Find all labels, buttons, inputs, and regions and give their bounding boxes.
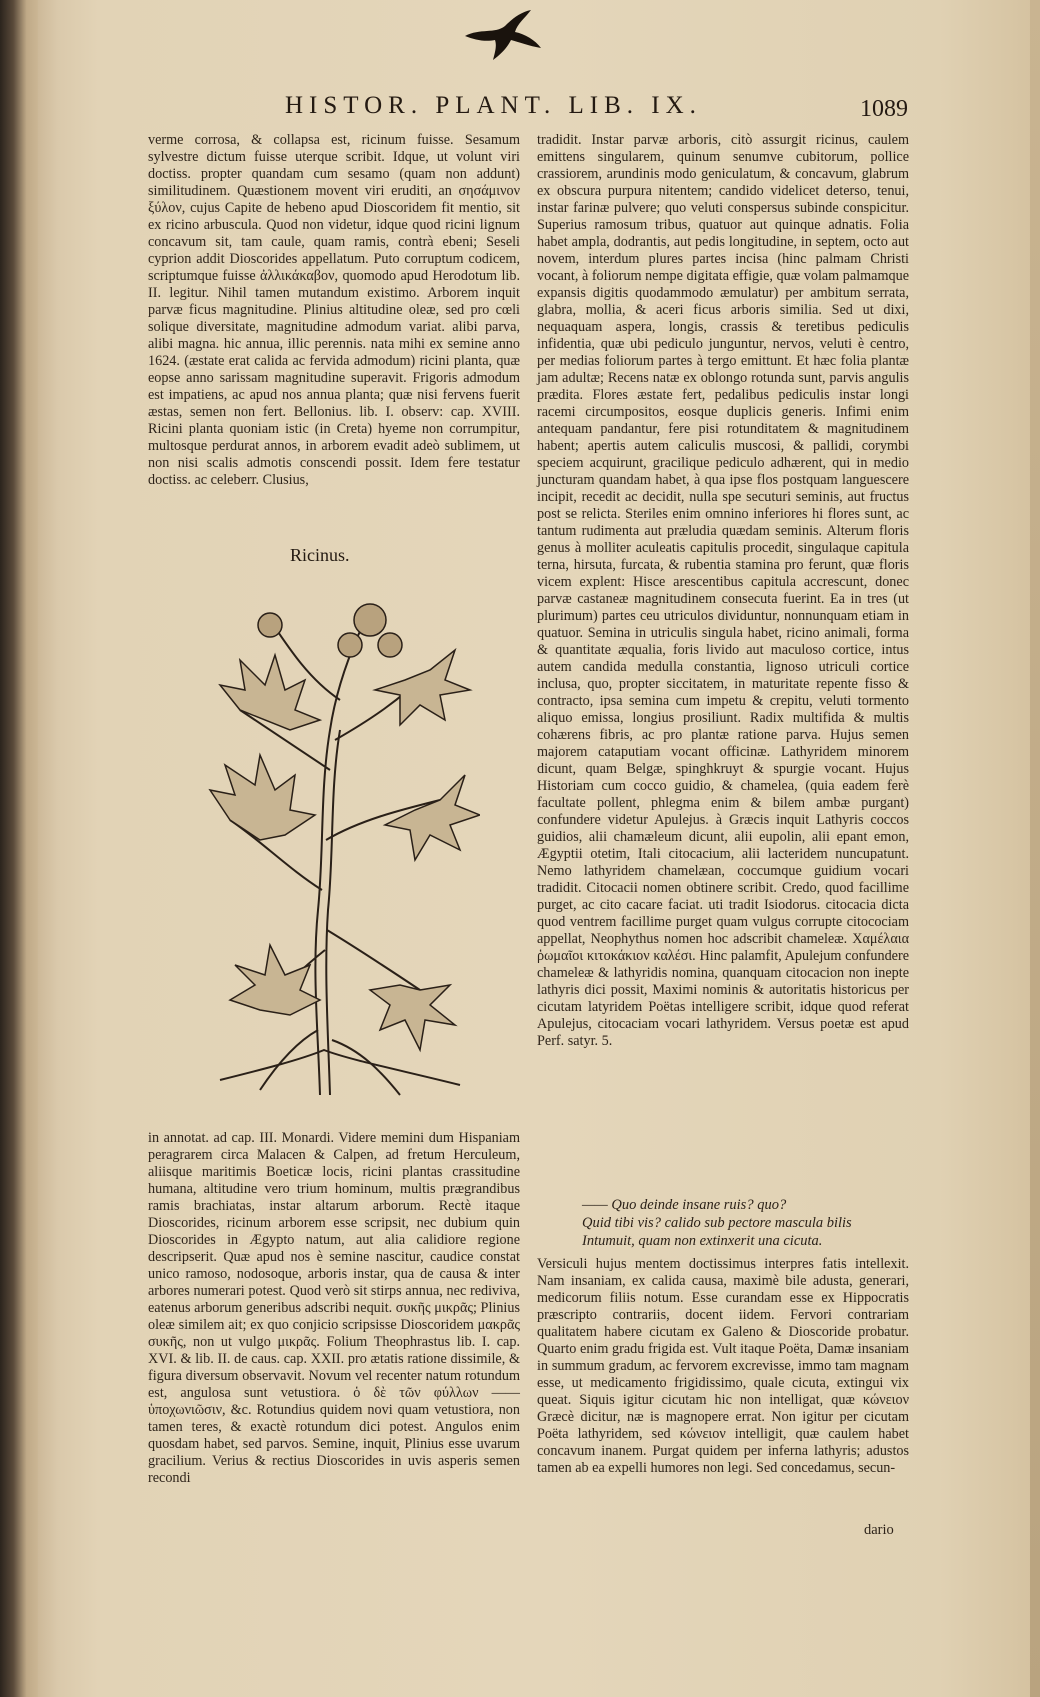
verse-line: Quid tibi vis? calido sub pectore mascula bilis — [582, 1215, 852, 1231]
ornament-icon — [455, 6, 545, 62]
verse-quotation — [582, 1196, 902, 1250]
figure-title: Ricinus. — [290, 545, 350, 565]
paragraph: tradidit. Instar parvæ arboris, citò assurgit ricinus, caulem emittens singularem, quinum senumve cubitorum, pollice crassiorem, arundinis modo geniculatum, & concavum, glabrum ex obscura purpura nitentem; candido videlicet deterso, tenui, instar farinæ pulvere; quo veluti conspersus subinde conspicitur. Superius ramosum tribus, quatuor aut quinque adnatis. Folia habet ampla, dodrantis, aut pedis longitudine, in septem, octo aut novem, interdum plures partes incisa (hinc palmam Christi vocant, à foliorum nempe digitata effigie, quæ volam palmamque expansis digitis quodammodo æmulatur) per ambitum serrata, glabra, mollia, & aceri ficus arboris similia. Sed ut dixi, nequaquam aspera, longis, crassis & teretibus pediculis infidentia, quæ ubi pediculo junguntur, nervos, veluti è centro, per medias foliorum partes à tergo emittunt. Et hæc folia plantæ jam adultæ; Recens natæ ex oblongo rotunda sunt, parvis angulis prædita. Flores æstate fert, pedalibus pediculis instar longi racemi circumpositos, eosque duplicis generis. Infimi enim antequam pandantur, fere pisi rotunditatem & magnitudinem habent; apertis autem caliculis muscosi, & pallidi, corymbi speciem acquirunt, gracilique pediculo adhærent, qui in medio juncturam quandam habet, à qua ipse flos postquam languescere incipit, recedit ac decidit, nulla spe secuturi seminis, aut fructus post se relicta. Steriles enim omnino inferiores hi flores sunt, ac tantum rudimenta aut præludia quædam seminis. Alterum floris genus à molliter aculeatis capitulis procedit, singulaque capitula terna, hirsuta, furcata, & rubentia stamina pro ferunt, quæ floris vicem explent: Hisce arescentibus capitula accrescunt, donec parvæ castaneæ magnitudinem consecuta fuerint. Ea in tres (ut plurimum) partes ceu utriculos dividuntur, nonnunquam etiam in quatuor. Semina in utriculis singula habet, ricino animali, forma & quantitate æqualia, foris livido aut maculoso cortice, intus autem candida medulla constantia, lignoso utriculi cortice inclusa, quo, propter siccitatem, in maturitate repente fisso & contracto, ipsa semina cum impetu & crepitu, veluti tormento aliquo emissa, longius prosiliunt. Radix multifida & multis cohærens fibris, ac pro plantæ ratione parva. Hujus semen majorem cataputiam vocant officinæ. Lathyridem minorem dicunt, quam Belgæ, spinghkruyt & spurgie vocant. Hujus Historiam cum cocco guidio, & chamelea, (quia eadem ferè facultate pollent, phlegma enim & bilem ambæ purgant) confundere videtur Apulejus. à Græcis inquit Lathyris coccos guidios, alii chamæleum dicunt, alii eupolin, alii epant emon, Ægyptii otetim, Itali citocacium, alii lacteridem nuncupatunt. Nemo lathyridem chamelæan, coccumque guidium vocari tradidit. Citocacii nomen obtinere scribit. Credo, quod facillime purget, ac cito cacare faciat. uti tradit Isiodorus. citocacia dicta quod ventrem facillime purget quam vulgus corrupte citocociam appellat, Neophythus nomen hoc adscribit chameleæ. Χαμέλαια ῥωμαῖοι κιτοκάκιον καλέσι. Hinc palamfit, Apulejum confundere chameleæ & lathyridis nomina, quanquam citocacion non inepte lathyris dici possit, Maximi nominis & autoritatis historicus per cicutam latyridem Poëtas intelligere scribit, idque quod referat Apulejus, citocaciam vocari lathyridem. Versus poetæ est apud Perf. satyr. 5. — [537, 132, 909, 1049]
left-column-bottom-text — [148, 1130, 520, 1530]
verse-line: —— Quo deinde insane ruis? quo? — [582, 1197, 787, 1213]
catchword: dario — [864, 1522, 894, 1538]
paragraph: verme corrosa, & collapsa est, ricinum fuisse. Sesamum sylvestre dictum fuisse uterque scribit. Idque, ut volunt viri doctiss. propter quandam cum sesamo (quam non addunt) similitudinem. Quæstionem movent viri eruditi, an σησάμινον ξύλον, cujus Capite de hebeno apud Dioscoridem fit mentio, sit ex ricino arbuscula. Quod non videtur, idque quod ricini lignum concavum sit, tam caule, quam ramis, contrà ebeni; Seseli cyprion addit Dioscorides appellatum. Puto corruptum codicem, scriptumque fuisse ἀλλικάκαβον, quomodo apud Herodotum lib. II. legitur. Nihil tamen mutandum existimo. Arborem inquit parvæ ficus magnitudine. Plinius altitudine oleæ, sed pro cœli solique diversitate, magnitudine admodum variat. alibi parva, alibi magna. hic annua, illic perennis. nata mihi ex semine anno 1624. (æstate erat calida ac fervida admodum) ricini planta, quæ eopse anno sarissam magnitudine superavit. Frigoris admodum est impatiens, ac apud nos annua planta; quæ nisi fervens fuerit æstas, semen non fert. Bellonius. lib. I. observ: cap. XVIII. Ricini planta quoniam istic (in Creta) hyeme non corrumpitur, multosque perdurat annos, in arborem evadit adeò sublimem, ut non nisi scalis admotis conscendi possit. Idem fere testatur doctiss. ac celeberr. Clusius, — [148, 132, 520, 488]
right-column-top-text — [537, 132, 909, 1189]
ricinus-plant-illustration — [200, 590, 480, 1100]
right-column-bottom-text — [537, 1256, 909, 1528]
left-column-top-text — [148, 132, 520, 532]
book-gutter — [0, 0, 38, 1697]
page-number: 1089 — [860, 96, 908, 122]
running-title: HISTOR. PLANT. LIB. IX. — [285, 92, 702, 119]
page-edge — [1030, 0, 1040, 1697]
paragraph: Versiculi hujus mentem doctissimus interpres fatis intellexit. Nam insaniam, ex calida causa, maximè bile adusta, generari, medicorum filiis notum. Esse curandam esse ex Hippocratis præscripto contrariis, docent iidem. Fervori contrariam qualitatem habere cicutam ex Galeno & Dioscoride probatur. Quarto enim gradu frigida est. Vult itaque Poëta, Damæ insaniam in summum gradum, ac fervorem excrevisse, immo tam magnam esse, ut medicamento frigidissimo, quale cicuta, extingui vix queat. Siquis igitur cicutam hic non intelligat, quæ κώνειον Græcè dicitur, næ is magnopere errat. Non igitur per cicutam Poëta lathyridem, sed κώνειον intelligit, quæ caulem habet concavum inanem. Purgat quidem per inferna lathyris; adustos tamen ab ea expelli humores non legi. Sed concedamus, secun- — [537, 1256, 909, 1476]
paragraph: in annotat. ad cap. III. Monardi. Videre memini dum Hispaniam peragrarem circa Malacen & Calpen, ad fretum Herculeum, aliisque maritimis Boeticæ locis, ricini plantas crassitudine humana, altitudine vero trium hominum, multis prægrandibus ramis brachiatas, instar altarum arborum. Rectè itaque Dioscorides, ricinum arborem esse scripsit, nec dubium quin Dioscorides in Ægypto natum, aut alia calidiore regione descripserit. Quæ apud nos è semine nascitur, caudice constat unico ramoso, nodosoque, arboris instar, qua de causa & inter arbores numerari potest. Quod verò sit stirps annua, nec rediviva, eatenus arborum generibus adscribi nequit. συκῆς μικρᾶς; Plinius oleæ similem ait; ex quo conjicio scripsisse Dioscoridem μακρᾶς συκῆς, non ut vulgo μικρᾶς. Folium Theophrastus lib. I. cap. XVI. & lib. II. de caus. cap. XXII. pro ætatis ratione dissimile, & figura diversum observavit. Novum vel recenter natum rotundum est, angulosa sunt vetustiora. ὁ δὲ τῶν φύλλων —— ὑποχωνιῶσιν, &c. Rotundius quidem novi quam vetustiora, non tamen teres, & exactè rotundum dici potest. Angulos enim quosdam habet, sed parvos. Semine, inquit, Plinius esse uvarum gracilium. Verius & rectius Dioscorides in uvis asperis semen recondi — [148, 1130, 520, 1486]
verse-line: Intumuit, quam non extinxerit una cicuta. — [582, 1233, 823, 1249]
